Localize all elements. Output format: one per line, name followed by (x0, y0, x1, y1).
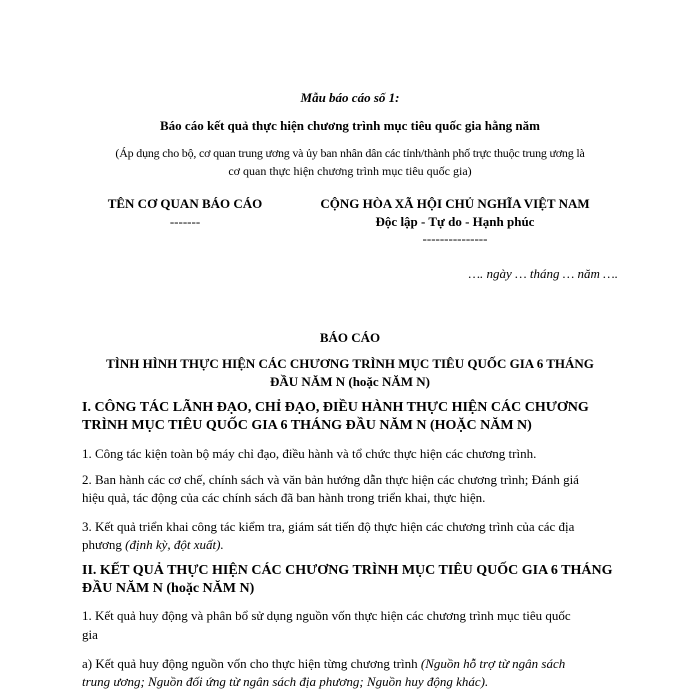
applicability-line-1: (Áp dụng cho bộ, cơ quan trung ương và ủy ban nhân dân các tỉnh/thành phố trực thuộc trung ương là (115, 146, 585, 160)
report-heading: BÁO CÁO (319, 330, 381, 345)
section-2-title-line-2: ĐẦU NĂM N (hoặc NĂM N) (82, 581, 255, 596)
section-2-title-line-1: II. KẾT QUẢ THỰC HIỆN CÁC CHƯƠNG TRÌNH MỤC TIÊU QUỐC GIA 6 THÁNG (82, 563, 613, 578)
section-1-title-line-1: I. CÔNG TÁC LÃNH ĐẠO, CHỈ ĐẠO, ĐIỀU HÀNH THỰC HIỆN CÁC CHƯƠNG (82, 400, 589, 415)
section-2-item-1-line-2: gia (82, 627, 98, 642)
agency-name: TÊN CƠ QUAN BÁO CÁO (107, 196, 263, 211)
nation-dashes: --------------- (422, 231, 488, 246)
applicability-line-2: cơ quan thực hiện chương trình mục tiêu quốc gia) (228, 164, 472, 178)
nation-motto: Độc lập - Tự do - Hạnh phúc (375, 214, 535, 229)
section-1-item-2-line-1: 2. Ban hành các cơ chế, chính sách và văn bản hướng dẫn thực hiện các chương trình; Đánh giá (82, 472, 579, 487)
section-1-item-1: 1. Công tác kiện toàn bộ máy chỉ đạo, điều hành và tổ chức thực hiện các chương trình. (82, 446, 537, 461)
section-2-item-a-line-2: trung ương; Nguồn đối ứng từ ngân sách địa phương; Nguồn huy động khác). (82, 674, 489, 689)
section-1-item-3-prefix: phương (82, 537, 126, 552)
section-2-item-1-line-1: 1. Kết quả huy động và phân bổ sử dụng nguồn vốn thực hiện các chương trình mục tiêu quốc (82, 608, 571, 623)
agency-dashes: ------- (169, 214, 201, 229)
section-2-item-a-prefix: a) Kết quả huy động nguồn vốn cho thực hiện từng chương trình (82, 656, 421, 671)
section-1-item-3-line-2 (82, 537, 224, 553)
report-subject-line-1: TÌNH HÌNH THỰC HIỆN CÁC CHƯƠNG TRÌNH MỤC TIÊU QUỐC GIA 6 THÁNG (106, 356, 594, 371)
form-label: Mẫu báo cáo số 1: (300, 90, 400, 105)
section-2-item-a-line-1 (82, 656, 565, 672)
section-2-item-a-italic: (Nguồn hỗ trợ từ ngân sách (420, 656, 566, 671)
section-1-title-line-2: TRÌNH MỤC TIÊU QUỐC GIA 6 THÁNG ĐẦU NĂM N (HOẶC NĂM N) (82, 418, 532, 433)
section-1-item-3-line-1: 3. Kết quả triển khai công tác kiểm tra, giám sát tiến độ thực hiện các chương trình của các địa (82, 519, 575, 534)
section-1-item-3-italic: (định kỳ, đột xuất). (125, 537, 224, 552)
nation-name: CỘNG HÒA XÃ HỘI CHỦ NGHĨA VIỆT NAM (320, 196, 590, 211)
date-line: …. ngày … tháng … năm …. (468, 266, 618, 281)
form-title: Báo cáo kết quả thực hiện chương trình mục tiêu quốc gia hằng năm (160, 118, 540, 133)
report-subject-line-2: ĐẦU NĂM N (hoặc NĂM N) (270, 374, 430, 389)
section-1-item-2-line-2: hiệu quả, tác động của các chính sách đã ban hành trong triển khai, thực hiện. (82, 490, 486, 505)
